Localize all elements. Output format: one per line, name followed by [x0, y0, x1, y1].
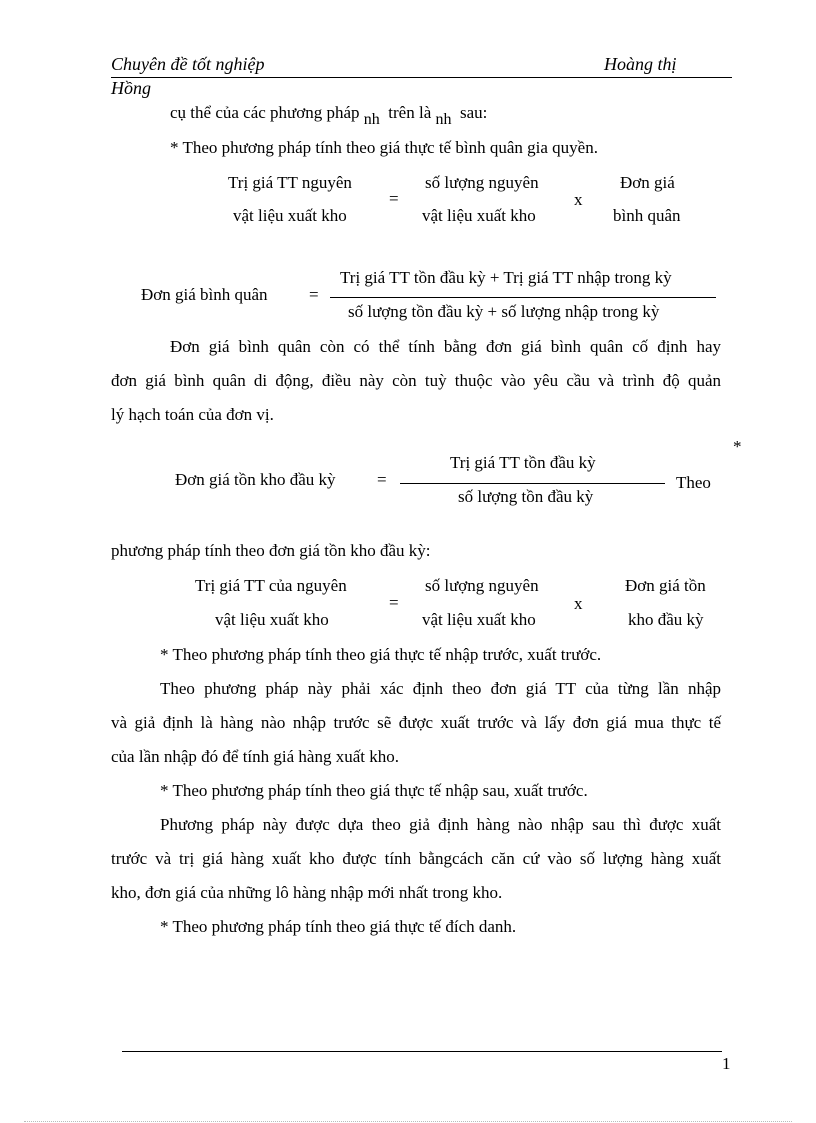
- formula3-numerator: Trị giá TT tồn đầu kỳ: [450, 453, 596, 472]
- intro-sub-2: nh: [435, 111, 452, 128]
- para3-line3: kho, đơn giá của những lô hàng nhập mới nhất trong kho.: [111, 883, 503, 902]
- method5-heading: * Theo phương pháp tính theo giá thực tế đích danh.: [160, 917, 517, 936]
- method2-heading-continued: phương pháp tính theo đơn giá tồn kho đầu kỳ:: [111, 541, 431, 560]
- intro-part-b: trên là: [388, 103, 432, 122]
- formula4-mid-line2: vật liệu xuất kho: [422, 610, 536, 629]
- formula2-denominator: số lượng tồn đầu kỳ + số lượng nhập trong kỳ: [348, 302, 660, 321]
- method4-heading: * Theo phương pháp tính theo giá thực tế nhập sau, xuất trước.: [160, 781, 588, 800]
- header-author-continued: Hồng: [111, 78, 151, 98]
- para3-line1: Phương pháp này được dựa theo giả định hàng nào nhập sau thì được xuất: [160, 815, 721, 834]
- page-number: 1: [722, 1054, 731, 1073]
- header-rule: [111, 77, 732, 78]
- formula1-times: x: [574, 190, 583, 209]
- formula3-fraction-bar: [400, 483, 665, 484]
- header-author: Hoàng thị: [604, 54, 677, 74]
- formula2-equals: =: [309, 285, 319, 304]
- formula1-mid-line1: số lượng nguyên: [425, 173, 539, 192]
- formula3-trailing-word: Theo: [676, 473, 711, 492]
- intro-sub-1: nh: [363, 111, 380, 128]
- formula1-rhs-line2: bình quân: [613, 206, 681, 225]
- footer-rule: [122, 1051, 722, 1052]
- para1-line2: đơn giá bình quân di động, điều này còn tuỳ thuộc vào yêu cầu và trình độ quản: [111, 371, 721, 390]
- formula2-fraction-bar: [330, 297, 716, 298]
- intro-line: [170, 103, 488, 128]
- page-bottom-edge: [24, 1121, 792, 1122]
- formula3-label: Đơn giá tồn kho đầu kỳ: [175, 470, 336, 489]
- intro-part-a: cụ thể của các phương pháp: [170, 103, 360, 122]
- formula4-rhs-line2: kho đầu kỳ: [628, 610, 704, 629]
- star-marker: *: [733, 437, 742, 456]
- formula2-numerator: Trị giá TT tồn đầu kỳ + Trị giá TT nhập trong kỳ: [340, 268, 672, 287]
- formula4-lhs-line1: Trị giá TT của nguyên: [195, 576, 347, 595]
- formula4-rhs-line1: Đơn giá tồn: [625, 576, 706, 595]
- formula2-label: Đơn giá bình quân: [141, 285, 268, 304]
- formula1-equals: =: [389, 189, 399, 208]
- para2-line3: của lần nhập đó để tính giá hàng xuất kho.: [111, 747, 399, 766]
- formula1-lhs-line1: Trị giá TT nguyên: [228, 173, 352, 192]
- formula1-rhs-line1: Đơn giá: [620, 173, 675, 192]
- formula4-times: x: [574, 594, 583, 613]
- method3-heading: * Theo phương pháp tính theo giá thực tế nhập trước, xuất trước.: [160, 645, 602, 664]
- formula1-mid-line2: vật liệu xuất kho: [422, 206, 536, 225]
- header-title: Chuyên đề tốt nghiệp: [111, 54, 265, 74]
- formula1-lhs-line2: vật liệu xuất kho: [233, 206, 347, 225]
- intro-part-c: sau:: [460, 103, 488, 122]
- formula3-equals: =: [377, 470, 387, 489]
- para2-line1: Theo phương pháp này phải xác định theo đơn giá TT của từng lần nhập: [160, 679, 721, 698]
- para1-line1: Đơn giá bình quân còn có thể tính bằng đơn giá bình quân cố định hay: [170, 337, 721, 356]
- formula4-equals: =: [389, 593, 399, 612]
- para3-line2: trước và trị giá hàng xuất kho được tính bằngcách căn cứ vào số lượng hàng xuất: [111, 849, 721, 868]
- formula3-denominator: số lượng tồn đầu kỳ: [458, 487, 594, 506]
- formula4-lhs-line2: vật liệu xuất kho: [215, 610, 329, 629]
- formula4-mid-line1: số lượng nguyên: [425, 576, 539, 595]
- para2-line2: và giả định là hàng nào nhập trước sẽ được xuất trước và lấy đơn giá mua thực tế: [111, 713, 721, 732]
- method1-heading: * Theo phương pháp tính theo giá thực tế bình quân gia quyền.: [170, 138, 598, 157]
- para1-line3: lý hạch toán của đơn vị.: [111, 405, 274, 424]
